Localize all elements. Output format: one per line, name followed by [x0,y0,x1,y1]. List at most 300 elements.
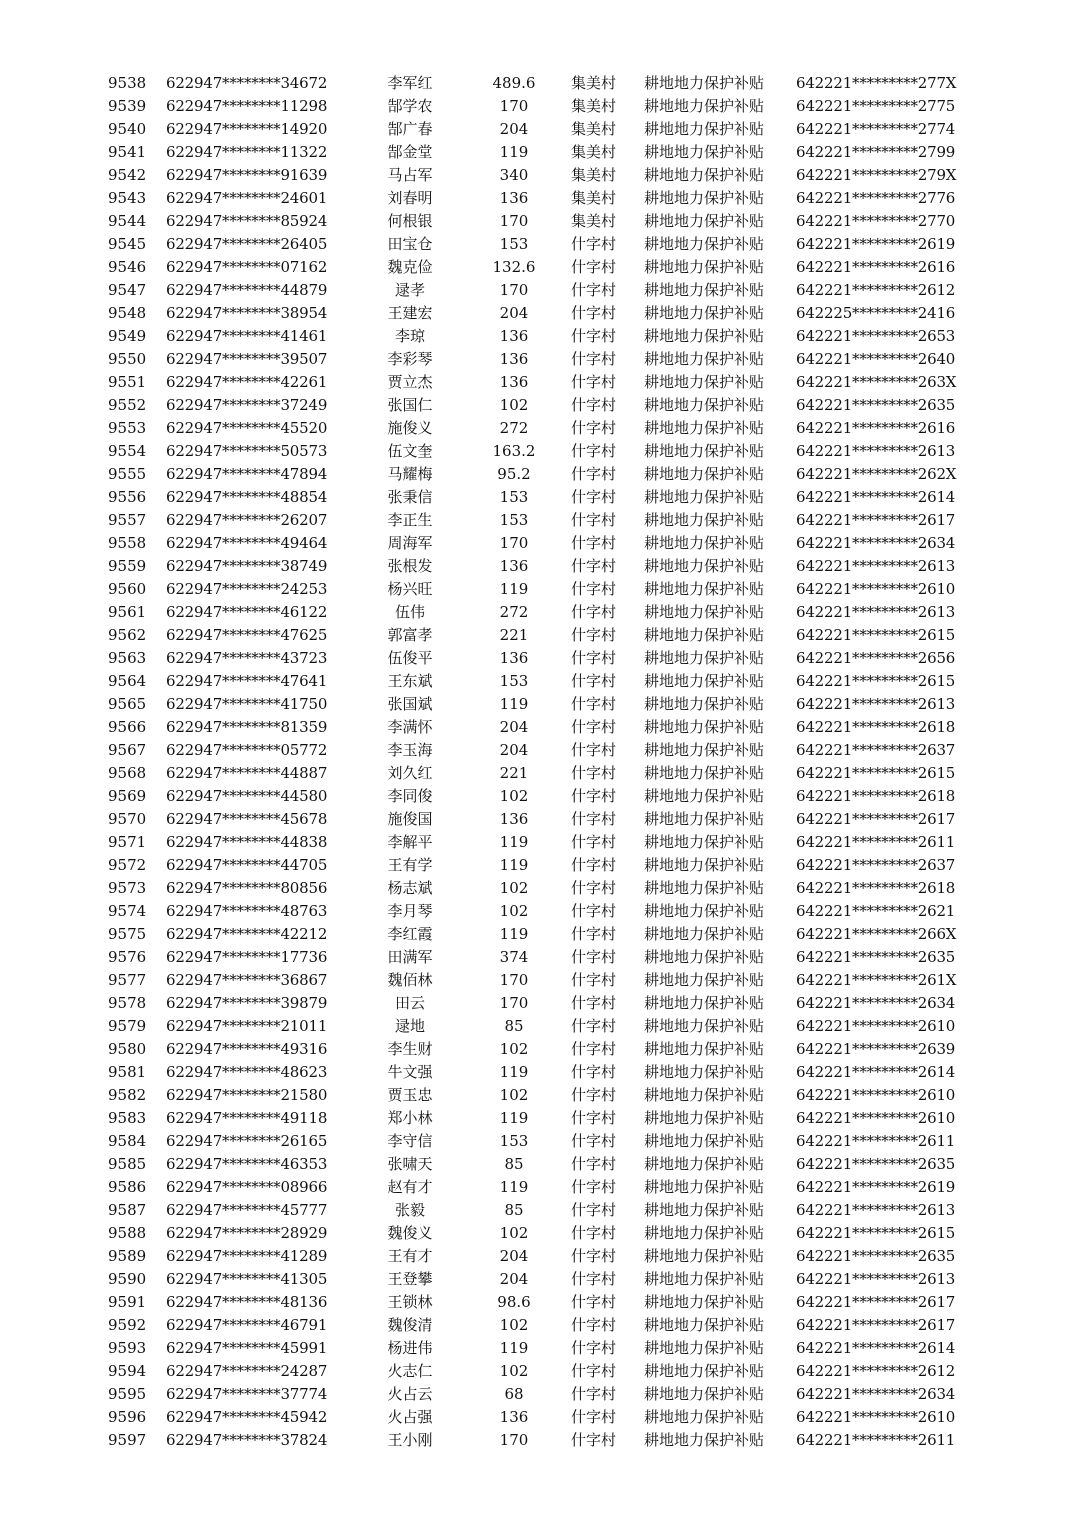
village-cell: 什字村 [571,580,617,598]
subsidy-type-cell: 耕地地力保护补贴 [644,396,765,414]
id-number-cell: 642221*********2616 [796,258,956,276]
row-number: 9548 [108,304,147,322]
table-row [0,693,1074,716]
table-row [0,371,1074,394]
amount-cell: 153 [499,1132,529,1150]
row-number: 9597 [108,1431,147,1449]
name-cell: 逯地 [394,1017,425,1035]
name-cell: 李守信 [387,1132,433,1150]
table-row [0,785,1074,808]
name-cell: 施俊国 [387,810,433,828]
row-number: 9591 [108,1293,147,1311]
row-number: 9560 [108,580,147,598]
row-number: 9569 [108,787,147,805]
subsidy-type-cell: 耕地地力保护补贴 [644,1109,765,1127]
row-number: 9565 [108,695,147,713]
row-number: 9562 [108,626,147,644]
name-cell: 李生财 [387,1040,433,1058]
table-row [0,1015,1074,1038]
subsidy-type-cell: 耕地地力保护补贴 [644,258,765,276]
village-cell: 集美村 [571,189,617,207]
village-cell: 什字村 [571,603,617,621]
subsidy-type-cell: 耕地地力保护补贴 [644,626,765,644]
bank-account-cell: 622947********43723 [166,649,328,667]
subsidy-type-cell: 耕地地力保护补贴 [644,166,765,184]
name-cell: 郜金堂 [387,143,433,161]
id-number-cell: 642221*********2611 [796,833,956,851]
row-number: 9580 [108,1040,147,1058]
table-row [0,1268,1074,1291]
table-row [0,808,1074,831]
table-row [0,1107,1074,1130]
amount-cell: 132.6 [492,258,536,276]
id-number-cell: 642221*********2615 [796,672,956,690]
village-cell: 什字村 [571,833,617,851]
amount-cell: 119 [499,1178,529,1196]
bank-account-cell: 622947********17736 [166,948,328,966]
table-row [0,578,1074,601]
name-cell: 王建宏 [387,304,433,322]
subsidy-type-cell: 耕地地力保护补贴 [644,1270,765,1288]
village-cell: 什字村 [571,511,617,529]
village-cell: 什字村 [571,1201,617,1219]
village-cell: 什字村 [571,695,617,713]
name-cell: 王有才 [387,1247,433,1265]
village-cell: 集美村 [571,166,617,184]
name-cell: 魏克俭 [387,258,433,276]
row-number: 9552 [108,396,147,414]
id-number-cell: 642221*********2640 [796,350,956,368]
name-cell: 火占强 [387,1408,433,1426]
row-number: 9559 [108,557,147,575]
id-number-cell: 642221*********2799 [796,143,956,161]
subsidy-type-cell: 耕地地力保护补贴 [644,488,765,506]
subsidy-type-cell: 耕地地力保护补贴 [644,1132,765,1150]
subsidy-type-cell: 耕地地力保护补贴 [644,672,765,690]
row-number: 9575 [108,925,147,943]
amount-cell: 136 [499,557,529,575]
bank-account-cell: 622947********47894 [166,465,328,483]
table-row [0,647,1074,670]
table-row [0,1199,1074,1222]
village-cell: 什字村 [571,557,617,575]
table-row [0,992,1074,1015]
name-cell: 牛文强 [387,1063,433,1081]
table-row [0,969,1074,992]
subsidy-type-cell: 耕地地力保护补贴 [644,971,765,989]
id-number-cell: 642221*********2617 [796,810,956,828]
row-number: 9538 [108,74,147,92]
id-number-cell: 642221*********2610 [796,580,956,598]
amount-cell: 136 [499,373,529,391]
village-cell: 什字村 [571,856,617,874]
name-cell: 田云 [394,994,425,1012]
bank-account-cell: 622947********44705 [166,856,328,874]
name-cell: 刘久红 [387,764,433,782]
village-cell: 什字村 [571,1178,617,1196]
subsidy-type-cell: 耕地地力保护补贴 [644,718,765,736]
row-number: 9539 [108,97,147,115]
amount-cell: 170 [499,994,529,1012]
subsidy-type-cell: 耕地地力保护补贴 [644,120,765,138]
amount-cell: 85 [504,1017,524,1035]
id-number-cell: 642221*********2617 [796,511,956,529]
bank-account-cell: 622947********21011 [166,1017,328,1035]
name-cell: 张根发 [387,557,433,575]
name-cell: 李玉海 [387,741,433,759]
id-number-cell: 642221*********2619 [796,1178,956,1196]
id-number-cell: 642221*********2656 [796,649,956,667]
amount-cell: 204 [499,304,529,322]
amount-cell: 102 [499,1224,529,1242]
name-cell: 伍文奎 [387,442,433,460]
row-number: 9543 [108,189,147,207]
bank-account-cell: 622947********37774 [166,1385,328,1403]
bank-account-cell: 622947********28929 [166,1224,328,1242]
subsidy-table [0,72,1074,1452]
village-cell: 什字村 [571,1316,617,1334]
subsidy-type-cell: 耕地地力保护补贴 [644,856,765,874]
bank-account-cell: 622947********44838 [166,833,328,851]
amount-cell: 204 [499,718,529,736]
id-number-cell: 642221*********2617 [796,1316,956,1334]
bank-account-cell: 622947********41289 [166,1247,328,1265]
row-number: 9576 [108,948,147,966]
village-cell: 什字村 [571,1017,617,1035]
id-number-cell: 642221*********2613 [796,695,956,713]
table-row [0,1245,1074,1268]
name-cell: 马占军 [387,166,433,184]
id-number-cell: 642221*********2611 [796,1132,956,1150]
table-row [0,831,1074,854]
amount-cell: 170 [499,534,529,552]
name-cell: 刘春明 [387,189,433,207]
subsidy-type-cell: 耕地地力保护补贴 [644,1385,765,1403]
table-row [0,670,1074,693]
row-number: 9595 [108,1385,147,1403]
village-cell: 什字村 [571,327,617,345]
amount-cell: 102 [499,902,529,920]
id-number-cell: 642221*********2615 [796,626,956,644]
table-row [0,486,1074,509]
bank-account-cell: 622947********05772 [166,741,328,759]
village-cell: 什字村 [571,925,617,943]
subsidy-type-cell: 耕地地力保护补贴 [644,143,765,161]
village-cell: 什字村 [571,948,617,966]
row-number: 9590 [108,1270,147,1288]
id-number-cell: 642221*********266X [796,925,957,943]
table-row [0,348,1074,371]
subsidy-type-cell: 耕地地力保护补贴 [644,212,765,230]
name-cell: 逯孝 [394,281,425,299]
table-row [0,1291,1074,1314]
subsidy-type-cell: 耕地地力保护补贴 [644,902,765,920]
name-cell: 魏俊清 [387,1316,433,1334]
subsidy-type-cell: 耕地地力保护补贴 [644,419,765,437]
bank-account-cell: 622947********49464 [166,534,328,552]
name-cell: 魏佰林 [387,971,433,989]
village-cell: 什字村 [571,442,617,460]
name-cell: 施俊义 [387,419,433,437]
name-cell: 杨志斌 [387,879,433,897]
row-number: 9589 [108,1247,147,1265]
subsidy-type-cell: 耕地地力保护补贴 [644,1155,765,1173]
amount-cell: 272 [499,603,529,621]
bank-account-cell: 622947********14920 [166,120,328,138]
name-cell: 伍伟 [394,603,425,621]
id-number-cell: 642221*********261X [796,971,957,989]
bank-account-cell: 622947********11322 [166,143,328,161]
row-number: 9588 [108,1224,147,1242]
village-cell: 什字村 [571,1224,617,1242]
amount-cell: 204 [499,741,529,759]
bank-account-cell: 622947********45678 [166,810,328,828]
village-cell: 集美村 [571,97,617,115]
name-cell: 李彩琴 [387,350,433,368]
amount-cell: 136 [499,327,529,345]
subsidy-type-cell: 耕地地力保护补贴 [644,1316,765,1334]
id-number-cell: 642221*********2775 [796,97,956,115]
row-number: 9541 [108,143,147,161]
village-cell: 什字村 [571,1431,617,1449]
subsidy-type-cell: 耕地地力保护补贴 [644,833,765,851]
subsidy-type-cell: 耕地地力保护补贴 [644,1201,765,1219]
table-row [0,72,1074,95]
subsidy-type-cell: 耕地地力保护补贴 [644,189,765,207]
village-cell: 什字村 [571,1293,617,1311]
name-cell: 赵有才 [387,1178,433,1196]
subsidy-type-cell: 耕地地力保护补贴 [644,465,765,483]
village-cell: 什字村 [571,1040,617,1058]
name-cell: 郭富孝 [387,626,433,644]
row-number: 9581 [108,1063,147,1081]
bank-account-cell: 622947********39879 [166,994,328,1012]
row-number: 9583 [108,1109,147,1127]
subsidy-type-cell: 耕地地力保护补贴 [644,1017,765,1035]
id-number-cell: 642221*********2621 [796,902,956,920]
row-number: 9593 [108,1339,147,1357]
amount-cell: 119 [499,1063,529,1081]
row-number: 9567 [108,741,147,759]
bank-account-cell: 622947********45777 [166,1201,328,1219]
row-number: 9594 [108,1362,147,1380]
table-row [0,900,1074,923]
village-cell: 什字村 [571,235,617,253]
bank-account-cell: 622947********41461 [166,327,328,345]
subsidy-type-cell: 耕地地力保护补贴 [644,948,765,966]
village-cell: 什字村 [571,649,617,667]
row-number: 9553 [108,419,147,437]
village-cell: 什字村 [571,1132,617,1150]
amount-cell: 102 [499,1040,529,1058]
amount-cell: 136 [499,350,529,368]
village-cell: 什字村 [571,1362,617,1380]
bank-account-cell: 622947********42261 [166,373,328,391]
table-row [0,762,1074,785]
bank-account-cell: 622947********48854 [166,488,328,506]
subsidy-type-cell: 耕地地力保护补贴 [644,1339,765,1357]
subsidy-type-cell: 耕地地力保护补贴 [644,1431,765,1449]
name-cell: 李月琴 [387,902,433,920]
amount-cell: 119 [499,695,529,713]
bank-account-cell: 622947********85924 [166,212,328,230]
table-row [0,1153,1074,1176]
row-number: 9585 [108,1155,147,1173]
amount-cell: 374 [499,948,529,966]
subsidy-type-cell: 耕地地力保护补贴 [644,511,765,529]
table-row [0,1337,1074,1360]
village-cell: 什字村 [571,396,617,414]
amount-cell: 153 [499,511,529,529]
amount-cell: 170 [499,97,529,115]
id-number-cell: 642221*********2634 [796,1385,956,1403]
amount-cell: 489.6 [492,74,536,92]
id-number-cell: 642221*********279X [796,166,957,184]
village-cell: 什字村 [571,350,617,368]
village-cell: 集美村 [571,212,617,230]
subsidy-type-cell: 耕地地力保护补贴 [644,1293,765,1311]
village-cell: 什字村 [571,1270,617,1288]
subsidy-type-cell: 耕地地力保护补贴 [644,925,765,943]
bank-account-cell: 622947********46353 [166,1155,328,1173]
row-number: 9564 [108,672,147,690]
table-row [0,1406,1074,1429]
name-cell: 张啸天 [387,1155,433,1173]
village-cell: 什字村 [571,1063,617,1081]
subsidy-type-cell: 耕地地力保护补贴 [644,373,765,391]
amount-cell: 119 [499,1109,529,1127]
row-number: 9578 [108,994,147,1012]
name-cell: 王登攀 [387,1270,433,1288]
village-cell: 什字村 [571,994,617,1012]
amount-cell: 153 [499,672,529,690]
id-number-cell: 642221*********2635 [796,948,956,966]
name-cell: 李解平 [387,833,433,851]
id-number-cell: 642221*********2614 [796,488,956,506]
id-number-cell: 642221*********2776 [796,189,956,207]
id-number-cell: 642221*********2618 [796,879,956,897]
bank-account-cell: 622947********80856 [166,879,328,897]
name-cell: 魏俊义 [387,1224,433,1242]
name-cell: 贾玉忠 [387,1086,433,1104]
id-number-cell: 642221*********2634 [796,994,956,1012]
village-cell: 什字村 [571,373,617,391]
name-cell: 郑小林 [387,1109,433,1127]
bank-account-cell: 622947********45520 [166,419,328,437]
bank-account-cell: 622947********42212 [166,925,328,943]
row-number: 9573 [108,879,147,897]
subsidy-type-cell: 耕地地力保护补贴 [644,327,765,345]
id-number-cell: 642221*********2613 [796,1270,956,1288]
name-cell: 郜学农 [387,97,433,115]
village-cell: 什字村 [571,304,617,322]
table-row [0,279,1074,302]
subsidy-type-cell: 耕地地力保护补贴 [644,557,765,575]
village-cell: 什字村 [571,1086,617,1104]
subsidy-type-cell: 耕地地力保护补贴 [644,1362,765,1380]
row-number: 9554 [108,442,147,460]
amount-cell: 221 [499,764,529,782]
row-number: 9592 [108,1316,147,1334]
table-row [0,1429,1074,1452]
amount-cell: 136 [499,649,529,667]
name-cell: 火占云 [387,1385,433,1403]
table-row [0,854,1074,877]
subsidy-type-cell: 耕地地力保护补贴 [644,1247,765,1265]
village-cell: 什字村 [571,488,617,506]
name-cell: 王小刚 [387,1431,433,1449]
bank-account-cell: 622947********45991 [166,1339,328,1357]
bank-account-cell: 622947********26207 [166,511,328,529]
table-row [0,95,1074,118]
bank-account-cell: 622947********81359 [166,718,328,736]
bank-account-cell: 622947********39507 [166,350,328,368]
subsidy-type-cell: 耕地地力保护补贴 [644,787,765,805]
table-row [0,1176,1074,1199]
row-number: 9584 [108,1132,147,1150]
table-row [0,118,1074,141]
row-number: 9547 [108,281,147,299]
bank-account-cell: 622947********36867 [166,971,328,989]
bank-account-cell: 622947********46122 [166,603,328,621]
row-number: 9561 [108,603,147,621]
amount-cell: 102 [499,1316,529,1334]
amount-cell: 119 [499,1339,529,1357]
amount-cell: 204 [499,1270,529,1288]
bank-account-cell: 622947********49316 [166,1040,328,1058]
village-cell: 什字村 [571,741,617,759]
bank-account-cell: 622947********37824 [166,1431,328,1449]
name-cell: 何根银 [387,212,433,230]
table-row [0,1038,1074,1061]
table-row [0,302,1074,325]
row-number: 9577 [108,971,147,989]
subsidy-type-cell: 耕地地力保护补贴 [644,649,765,667]
subsidy-type-cell: 耕地地力保护补贴 [644,534,765,552]
bank-account-cell: 622947********08966 [166,1178,328,1196]
id-number-cell: 642221*********2618 [796,787,956,805]
row-number: 9587 [108,1201,147,1219]
id-number-cell: 642221*********2610 [796,1408,956,1426]
row-number: 9546 [108,258,147,276]
bank-account-cell: 622947********45942 [166,1408,328,1426]
name-cell: 田满军 [387,948,433,966]
subsidy-type-cell: 耕地地力保护补贴 [644,304,765,322]
row-number: 9572 [108,856,147,874]
row-number: 9570 [108,810,147,828]
village-cell: 什字村 [571,1155,617,1173]
subsidy-type-cell: 耕地地力保护补贴 [644,1408,765,1426]
name-cell: 杨兴旺 [387,580,433,598]
id-number-cell: 642221*********2637 [796,741,956,759]
table-row [0,509,1074,532]
table-row [0,946,1074,969]
row-number: 9555 [108,465,147,483]
village-cell: 什字村 [571,902,617,920]
amount-cell: 221 [499,626,529,644]
table-row [0,1061,1074,1084]
amount-cell: 163.2 [492,442,536,460]
bank-account-cell: 622947********41750 [166,695,328,713]
name-cell: 李同俊 [387,787,433,805]
subsidy-type-cell: 耕地地力保护补贴 [644,603,765,621]
amount-cell: 119 [499,580,529,598]
row-number: 9556 [108,488,147,506]
row-number: 9574 [108,902,147,920]
row-number: 9563 [108,649,147,667]
subsidy-type-cell: 耕地地力保护补贴 [644,74,765,92]
bank-account-cell: 622947********44887 [166,764,328,782]
